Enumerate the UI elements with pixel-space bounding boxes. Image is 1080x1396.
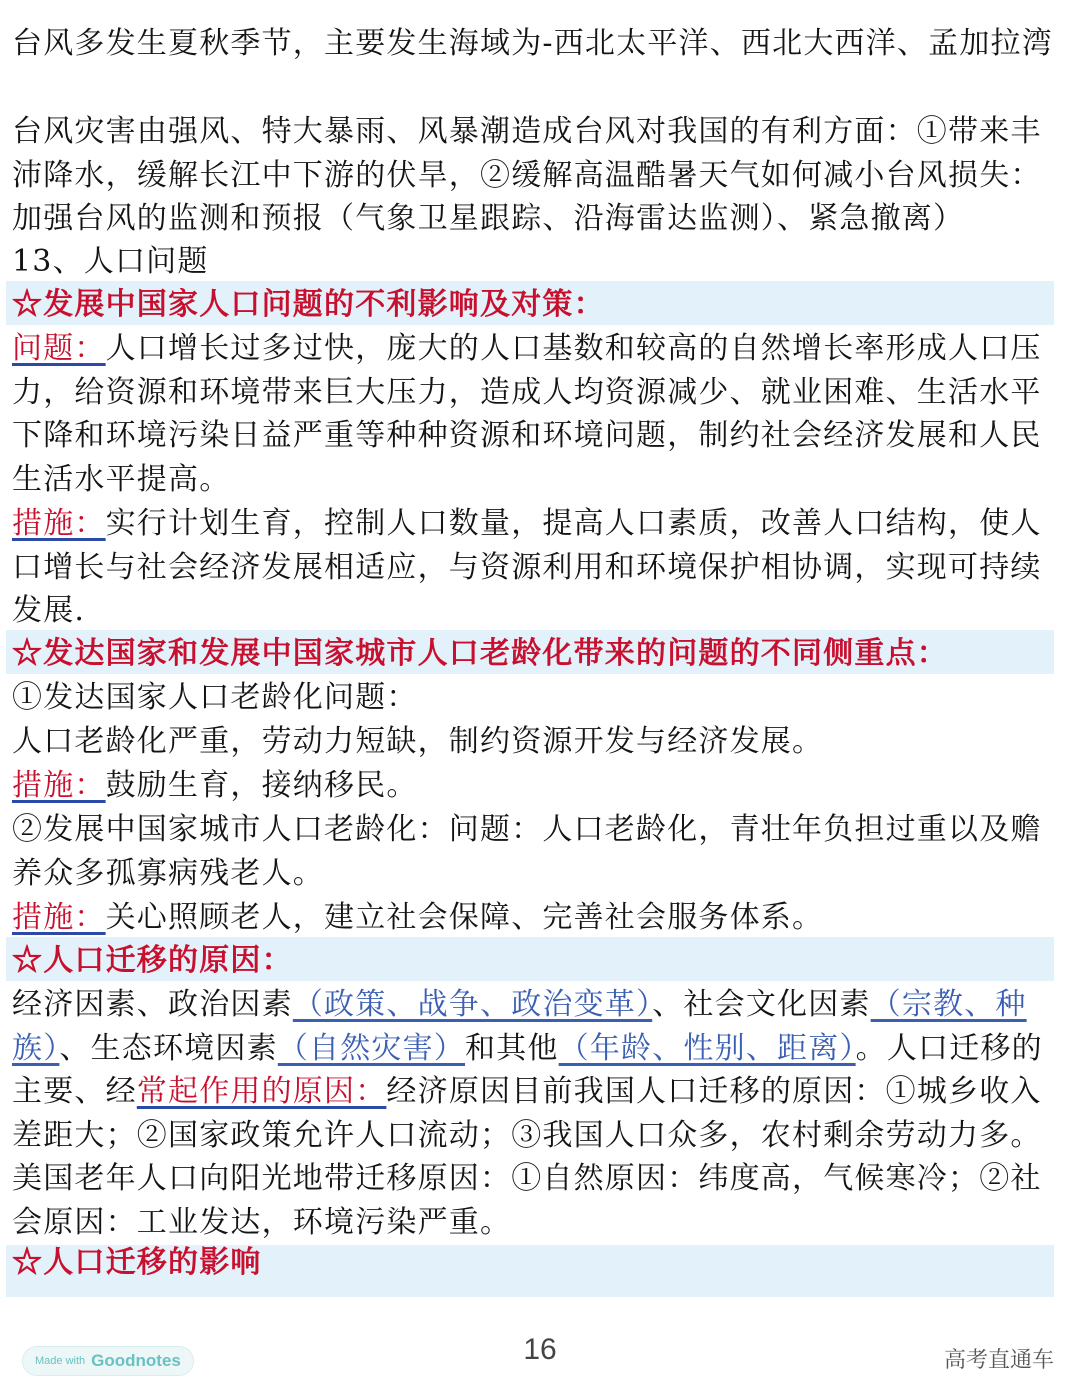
typhoon-season-paragraph: 台风多发生夏秋季节，主要发生海域为-西北太平洋、西北大西洋、孟加拉湾 (12, 26, 1053, 61)
measure-label: 措施： (12, 768, 106, 803)
developed-aging-subheading: ①发达国家人口老龄化问题： (12, 680, 418, 715)
text-run: 经济原因目前我国人口迁移的原因：①城乡收入差距大；②国家政策允许人口流动；③我国人口众多，农村剩余劳动力多。美国老年人口向阳光地带迁移原因：①自然原因：纬度高，气候寒冷；②社会原因：工业发达，环境污染严重。 (12, 1074, 1042, 1240)
text-run: 。人口迁移的主要、经 (12, 1030, 1043, 1109)
annotation-run: （自然灾害） (277, 1030, 466, 1066)
measure-paragraph (12, 896, 1062, 940)
measure-text: 实行计划生育，控制人口数量，提高人口素质，改善人口结构，使人口增长与社会经济发展相适应，与资源利用和环境保护相协调，实现可持续发展. (12, 506, 1042, 628)
watermark-text: 高考直通车 (943, 1348, 1054, 1373)
badge-brand-text: Goodnotes (91, 1351, 181, 1370)
developed-aging-text: 人口老龄化严重，劳动力短缺，制约资源开发与经济发展。 (12, 724, 824, 759)
migration-causes-paragraph (12, 983, 1062, 1244)
measure-paragraph (12, 764, 1062, 808)
annotation-run: （宗教、种族） (12, 987, 1027, 1066)
text-run: 、社会文化因素 (652, 987, 871, 1022)
problem-text: 人口增长过多过快，庞大的人口基数和较高的自然增长率形成人口压力，给资源和环境带来巨大压力，造成人均资源减少、就业困难、生活水平下降和环境污染日益严重等种种资源和环境问题，制约社会经济发展和人民生活水平提高。 (12, 331, 1042, 497)
developing-aging-paragraph: ②发展中国家城市人口老龄化：问题：人口老龄化，青壮年负担过重以及赡养众多孤寡病残老人。 (12, 812, 1042, 891)
section-heading: ☆人口迁移的原因： (12, 943, 293, 978)
section-heading: ☆发达国家和发展中国家城市人口老龄化带来的问题的不同侧重点： (12, 636, 948, 671)
section-13-title: 13、人口问题 (12, 244, 209, 279)
measure-text: 鼓励生育，接纳移民。 (105, 768, 418, 803)
typhoon-impact-paragraph: 台风灾害由强风、特大暴雨、风暴潮造成台风对我国的有利方面：①带来丰沛降水，缓解长江中下游的伏旱，②缓解高温酷暑天气如何减小台风损失：加强台风的监测和预报（气象卫星跟踪、沿海雷达监测）、紧急撤离） (12, 114, 1042, 236)
measure-text: 关心照顾老人，建立社会保障、完善社会服务体系。 (105, 900, 824, 935)
badge-small-text: Made with (35, 1355, 86, 1367)
annotation-run: （政策、战争、政治变革） (292, 987, 653, 1022)
text-run: 经济因素、政治因素 (12, 987, 293, 1022)
section-heading: ☆发展中国家人口问题的不利影响及对策： (12, 287, 605, 322)
text-run: 、生态环境因素 (59, 1030, 278, 1066)
problem-paragraph (12, 327, 1062, 501)
measure-label: 措施： (12, 900, 106, 935)
text-run: 和其他 (465, 1030, 559, 1066)
problem-label: 问题： (12, 331, 106, 366)
annotation-run: （年龄、性别、距离） (558, 1030, 856, 1066)
measure-label: 措施： (12, 506, 106, 541)
section-heading: ☆人口迁移的影响 (12, 1245, 262, 1280)
highlight-run: 常起作用的原因： (136, 1074, 387, 1109)
page-number: 16 (523, 1333, 557, 1366)
measure-paragraph (12, 502, 1062, 633)
